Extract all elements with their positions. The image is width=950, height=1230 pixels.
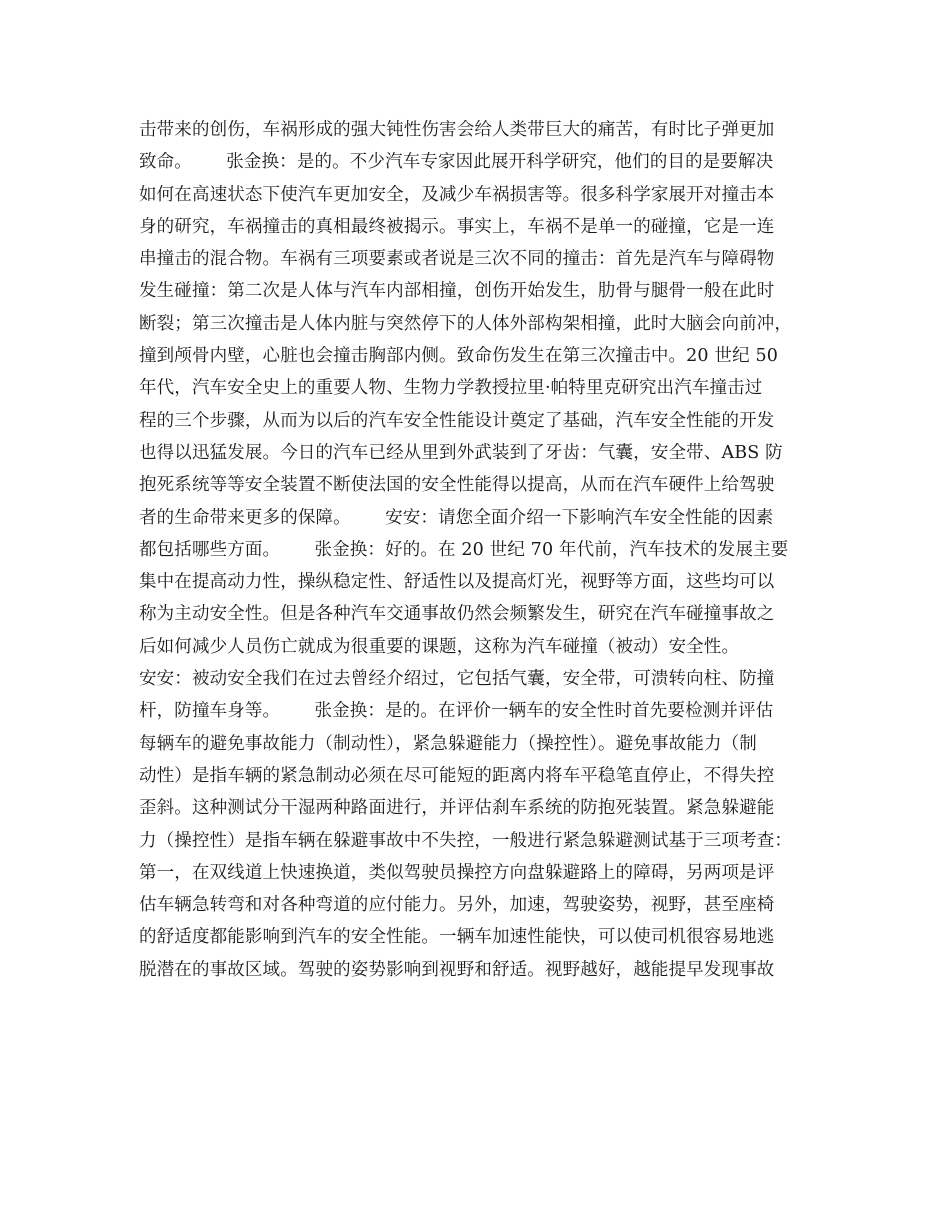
text-line: 后如何减少人员伤亡就成为很重要的课题，这称为汽车碰撞（被动）安全性。 [139,636,740,657]
text-line: 每辆车的避免事故能力（制动性），紧急躲避能力（操控性）。避免事故能力（制 [139,733,757,754]
text-line: 击带来的创伤，车祸形成的强大钝性伤害会给人类带巨大的痛苦，有时比子弹更加 [139,120,775,140]
text-line: 歪斜。这种测试分干湿两种路面进行，并评估刹车系统的防抱死装置。紧急躲避能 [139,798,775,819]
text-line: 撞到颅骨内壁，心脏也会撞击胸部内侧。致命伤发生在第三次撞击中。20 世纪 50 [139,346,779,367]
text-line: 致命。 张金换：是的。不少汽车专家因此展开科学研究，他们的目的是要解决 [139,152,774,173]
text-line: 估车辆急转弯和对各种弯道的应付能力。另外，加速，驾驶姿势，视野，甚至座椅 [139,895,775,916]
text-line: 安安：被动安全我们在过去曾经介绍过，它包括气囊，安全带，可溃转向柱、防撞 [139,669,775,690]
text-line: 断裂；第三次撞击是人体内脏与突然停下的人体外部构架相撞，此时大脑会向前冲， [139,313,793,334]
text-line: 力（操控性）是指车辆在躲避事故中不失控，一般进行紧急躲避测试基于三项考查： [139,830,793,851]
text-line: 程的三个步骤，从而为以后的汽车安全性能设计奠定了基础，汽车安全性能的开发 [139,410,775,431]
text-line: 都包括哪些方面。 张金换：好的。在 20 世纪 70 年代前，汽车技术的发展主要 [139,539,789,560]
text-line: 发生碰撞：第二次是人体与汽车内部相撞，创伤开始发生，肋骨与腿骨一般在此时 [139,281,775,302]
text-line: 的舒适度都能影响到汽车的安全性能。一辆车加速性能快，可以使司机很容易地逃 [139,927,775,948]
text-line: 串撞击的混合物。车祸有三项要素或者说是三次不同的撞击：首先是汽车与障碍物 [139,249,775,270]
text-line: 称为主动安全性。但是各种汽车交通事故仍然会频繁发生，研究在汽车碰撞事故之 [139,604,775,625]
text-line: 年代，汽车安全史上的重要人物、生物力学教授拉里·帕特里克研究出汽车撞击过 [139,378,763,399]
text-line: 动性）是指车辆的紧急制动必须在尽可能短的距离内将车平稳笔直停止，不得失控 [139,765,775,786]
text-line: 集中在提高动力性，操纵稳定性、舒适性以及提高灯光，视野等方面，这些均可以 [139,572,775,593]
text-line: 身的研究，车祸撞击的真相最终被揭示。事实上，车祸不是单一的碰撞，它是一连 [139,216,775,237]
text-line: 也得以迅猛发展。今日的汽车已经从里到外武装到了牙齿：气囊，安全带、ABS 防 [139,442,783,463]
text-line: 杆，防撞车身等。 张金换：是的。在评价一辆车的安全性时首先要检测并评估 [139,701,774,722]
text-line: 第一，在双线道上快速换道，类似驾驶员操控方向盘躲避路上的障碍，另两项是评 [139,862,775,883]
text-line: 如何在高速状态下使汽车更加安全，及减少车祸损害等。很多科学家展开对撞击本 [139,184,775,205]
text-line: 抱死系统等等安全装置不断使法国的安全性能得以提高，从而在汽车硬件上给驾驶 [139,475,775,496]
text-line: 脱潜在的事故区域。驾驶的姿势影响到视野和舒适。视野越好，越能提早发现事故 [139,959,775,980]
text-line: 者的生命带来更多的保障。 安安：请您全面介绍一下影响汽车安全性能的因素 [139,507,774,528]
body-text [139,114,829,986]
